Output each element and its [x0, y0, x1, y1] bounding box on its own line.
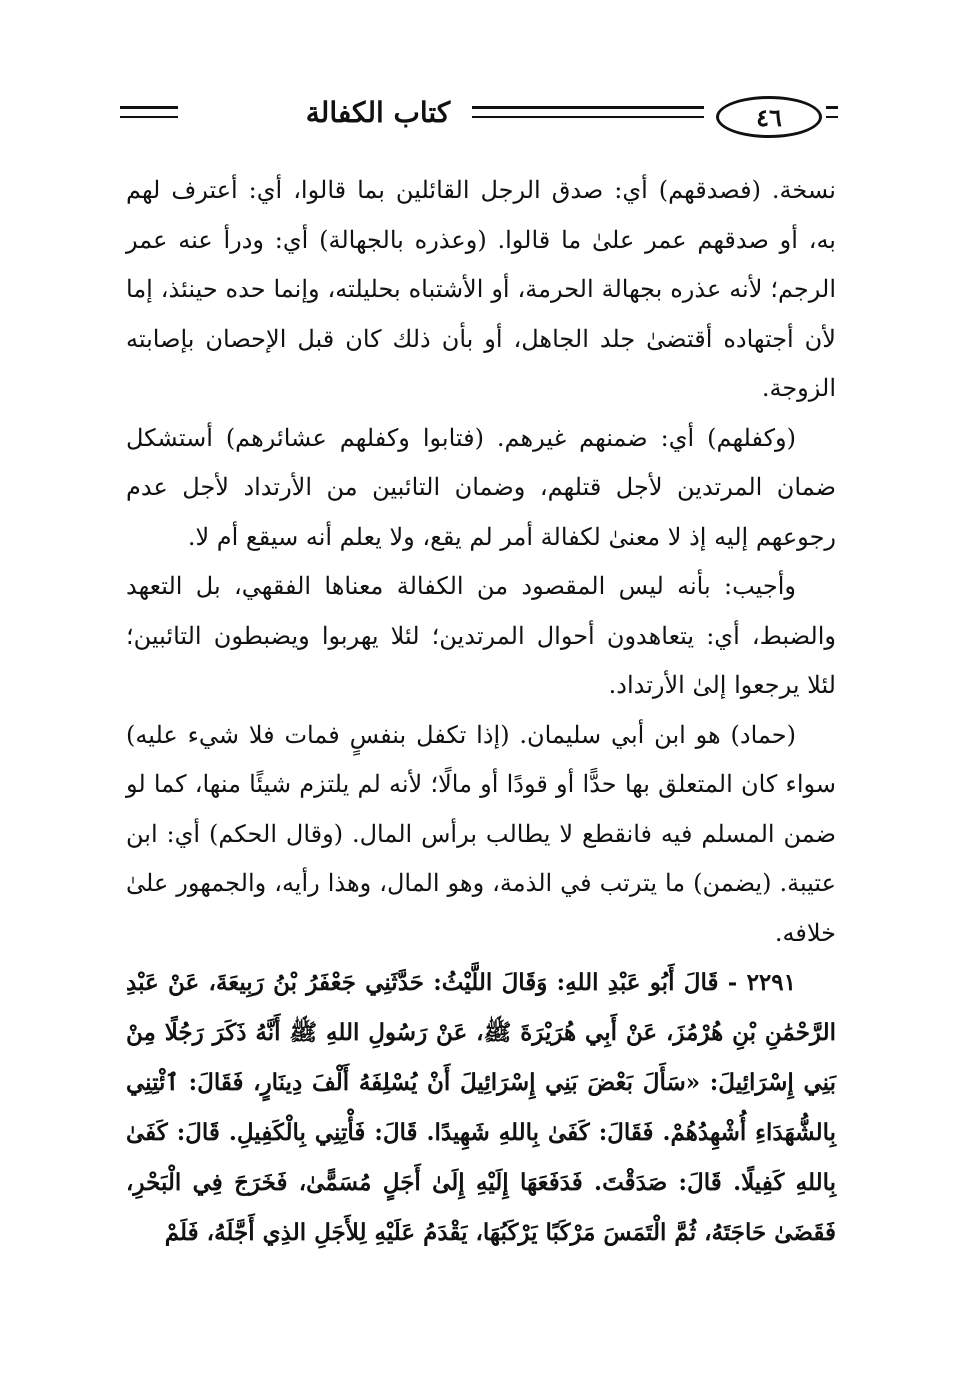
page-body [126, 166, 836, 1258]
header-rule-mid-bottom [472, 116, 704, 118]
paragraph-1: نسخة. (فصدقهم) أي: صدق الرجل القائلين بما قالوا، أي: أعترف لهم به، أو صدقهم عمر علىٰ ما قالوا. (وعذره بالجهالة) أي: ودرأ عنه عمر الرجم؛ لأنه عذره بجهالة الحرمة، أو الأشتباه بحليلته، وإنما حده حينئذ، إما لأن أجتهاده أقتضىٰ جلد الجاهل، أو بأن ذلك كان قبل الإحصان بإصابته الزوجة. [126, 176, 836, 402]
paragraph-4: (حماد) هو ابن أبي سليمان. (إذا تكفل بنفسٍ فمات فلا شيء عليه) سواء كان المتعلق بها حدًّا أو قودًا أو مالًا؛ لأنه لم يلتزم شيئًا منها، كما لو ضمن المسلم فيه فانقطع لا يطالب برأس المال. (وقال الحكم) أي: ابن عتيبة. (يضمن) ما يترتب في الذمة، وهو المال، وهذا رأيه، والجمهور علىٰ خلافه. [126, 720, 836, 947]
book-title: كتاب الكفالة [305, 95, 451, 129]
header-rule-right-bottom [826, 116, 838, 118]
header-rule-right-top [826, 106, 838, 109]
header-rule-left-top [120, 106, 178, 109]
running-header [120, 86, 838, 146]
paragraph-2: (وكفلهم) أي: ضمنهم غيرهم. (فتابوا وكفلهم عشائرهم) أستشكل ضمان المرتدين لأجل قتلهم، وضمان التائبين من الأرتداد لأجل عدم رجوعهم إليه إذ لا معنىٰ لكفالة أمر لم يقع، ولا يعلم أنه سيقع أم لا. [126, 423, 836, 551]
header-rule-mid-top [472, 106, 704, 109]
page-number: ٤٦ [716, 96, 822, 138]
header-rule-left-bottom [120, 116, 178, 118]
hadith-2291: ٢٢٩١ - قَالَ أَبُو عَبْدِ اللهِ: وَقَالَ اللَّيْثُ: حَدَّثَنِي جَعْفَرُ بْنُ رَبِيعَةَ، عَنْ عَبْدِ الرَّحْمَٰنِ بْنِ هُرْمُزَ، عَنْ أَبِي هُرَيْرَةَ ﷺ، عَنْ رَسُولِ اللهِ ﷺ أَنَّهُ ذَكَرَ رَجُلًا مِنْ بَنِي إِسْرَائِيلَ: «سَأَلَ بَعْضَ بَنِي إِسْرَائِيلَ أَنْ يُسْلِفَهُ أَلْفَ دِينَارٍ، فَقَالَ: ٱئْتِنِي بِالشُّهَدَاءِ أُشْهِدُهُمْ. فَقَالَ: كَفَىٰ بِاللهِ شَهِيدًا. قَالَ: فَأْتِنِي بِالْكَفِيلِ. قَالَ: كَفَىٰ بِاللهِ كَفِيلًا. قَالَ: صَدَقْتَ. فَدَفَعَهَا إِلَيْهِ إِلَىٰ أَجَلٍ مُسَمًّىٰ، فَخَرَجَ فِي الْبَحْرِ، فَقَضَىٰ حَاجَتَهُ، ثُمَّ الْتَمَسَ مَرْكَبًا يَرْكَبُهَا، يَقْدَمُ عَلَيْهِ لِلأَجَلِ الذِي أَجَّلَهُ، فَلَمْ [126, 969, 836, 1246]
paragraph-3: وأجيب: بأنه ليس المقصود من الكفالة معناها الفقهي، بل التعهد والضبط، أي: يتعاهدون أحوال المرتدين؛ لئلا يهربوا ويضبطون التائبين؛ لئلا يرجعوا إلىٰ الأرتداد. [126, 572, 836, 699]
